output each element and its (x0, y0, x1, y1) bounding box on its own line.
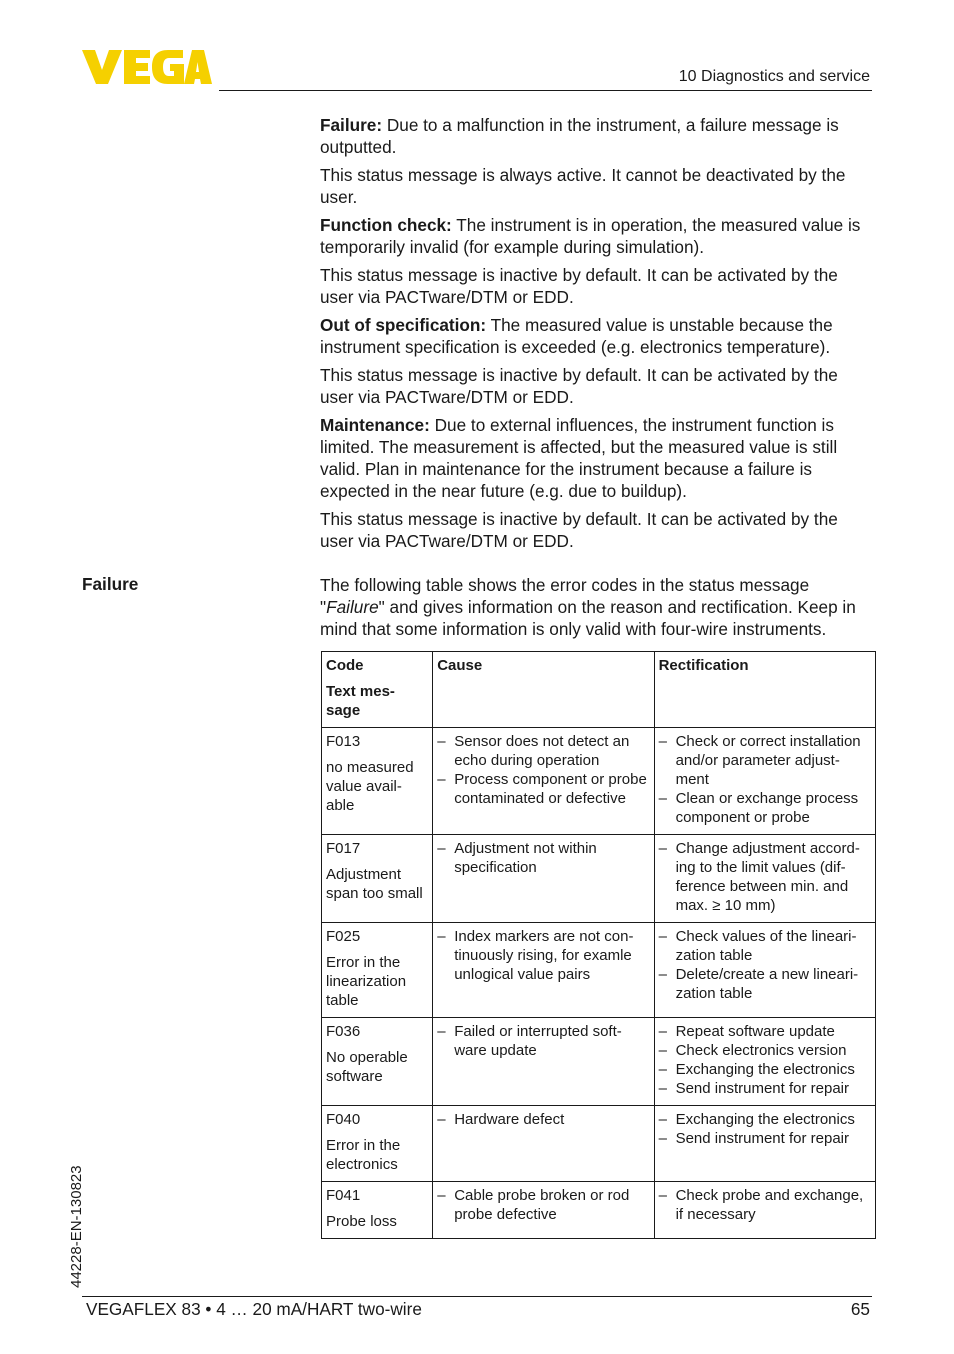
status-note: This status message is always active. It cannot be deactivated by the user. (320, 165, 846, 207)
table-header-row (322, 652, 876, 728)
cause-list (437, 1022, 649, 1060)
rectification-item: – Delete/create a new lineari-zation table (659, 965, 871, 1003)
table-row (322, 1018, 876, 1106)
error-code: F041 (326, 1187, 361, 1204)
cause-list (437, 839, 649, 877)
cell-code (322, 1106, 433, 1182)
error-text-message: No operable software (326, 1049, 408, 1085)
rectification-item: – Send instrument for repair (659, 1079, 871, 1098)
failure-intro: The following table shows the error codes in the status message "Failure" and gives information on the reason and rectification. Keep in mind that some information is only valid with four-wire instruments. (320, 575, 856, 639)
status-note: This status message is inactive by default. It can be activated by the user via PACTware/DTM or EDD. (320, 365, 838, 407)
cell-cause (433, 923, 654, 1018)
cell-code (322, 1018, 433, 1106)
header-rectification: Rectification (654, 652, 875, 728)
cause-list (437, 1110, 649, 1129)
rectification-item: – Clean or exchange process component or probe (659, 789, 871, 827)
status-paragraph: Out of specification: The measured value is unstable because the instrument specification is exceeded (e.g. electronics temperature). (320, 315, 833, 357)
status-paragraph: Function check: The instrument is in operation, the measured value is temporarily invalid (for example during simulation). (320, 215, 861, 257)
error-code: F013 (326, 733, 361, 750)
error-text-message: Error in the linearization table (326, 954, 407, 1009)
rectification-item: – Send instrument for repair (659, 1129, 871, 1148)
cause-item: – Failed or interrupted soft-ware update (437, 1022, 649, 1060)
cell-cause (433, 835, 654, 923)
cause-item: – Adjustment not within specification (437, 839, 649, 877)
vega-logo (82, 50, 212, 84)
cell-cause (433, 1018, 654, 1106)
header-divider (219, 90, 872, 91)
rectification-list (659, 927, 871, 1003)
rectification-item: – Exchanging the electronics (659, 1110, 871, 1129)
error-code: F040 (326, 1111, 361, 1128)
cell-cause (433, 1182, 654, 1239)
cell-rectification (654, 1106, 875, 1182)
error-code: F017 (326, 840, 361, 857)
header-text-message: Text mes-sage (326, 683, 395, 719)
rectification-list (659, 1022, 871, 1098)
cause-list (437, 1186, 649, 1224)
cause-item: – Process component or probe contaminated or defective (437, 770, 649, 808)
table-row (322, 728, 876, 835)
page-number: 65 (850, 1299, 870, 1319)
cause-list (437, 732, 649, 808)
cause-item: – Index markers are not con-tinuously rising, for examle unlogical value pairs (437, 927, 649, 984)
header-section-title: 10 Diagnostics and service (678, 68, 870, 85)
rectification-list (659, 1186, 871, 1224)
error-text-message: Probe loss (326, 1213, 397, 1230)
table-row (322, 1106, 876, 1182)
failure-side-label: Failure (82, 574, 139, 594)
rectification-item: – Exchanging the electronics (659, 1060, 871, 1079)
rectification-item: – Check electronics version (659, 1041, 871, 1060)
cell-cause (433, 1106, 654, 1182)
rectification-item: – Check values of the lineari-zation table (659, 927, 871, 965)
error-text-message: Adjustment span too small (326, 866, 423, 902)
cell-code (322, 1182, 433, 1239)
rectification-list (659, 732, 871, 827)
status-descriptions (320, 114, 870, 558)
error-text-message: no measured value avail-able (326, 759, 414, 814)
cell-rectification (654, 923, 875, 1018)
cell-rectification (654, 835, 875, 923)
table-row (322, 1182, 876, 1239)
rectification-item: – Repeat software update (659, 1022, 871, 1041)
status-paragraph: Maintenance: Due to external influences, the instrument function is limited. The measurement is affected, but the measured value is still valid. Plan in maintenance for the instrument because a failure is expected in the near future (e.g. due to buildup). (320, 415, 838, 501)
header-code: Code Text mes-sage (322, 652, 433, 728)
cell-rectification (654, 728, 875, 835)
document-id: 44228-EN-130823 (68, 1165, 85, 1288)
cause-list (437, 927, 649, 984)
rectification-item: – Change adjustment accord-ing to the limit values (dif-ference between min. and max. ≥ 10 mm) (659, 839, 871, 915)
table-row (322, 923, 876, 1018)
status-note: This status message is inactive by default. It can be activated by the user via PACTware/DTM or EDD. (320, 265, 838, 307)
cause-item: – Cable probe broken or rod probe defective (437, 1186, 649, 1224)
cause-item: – Sensor does not detect an echo during operation (437, 732, 649, 770)
table-row (322, 835, 876, 923)
rectification-item: – Check probe and exchange, if necessary (659, 1186, 871, 1224)
error-code-table (321, 651, 876, 1239)
error-code: F025 (326, 928, 361, 945)
error-text-message: Error in the electronics (326, 1137, 401, 1173)
rectification-list (659, 839, 871, 915)
rectification-list (659, 1110, 871, 1148)
header-cause: Cause (433, 652, 654, 728)
footer-product-title: VEGAFLEX 83 • 4 … 20 mA/HART two-wire (86, 1299, 422, 1319)
status-paragraph: Failure: Due to a malfunction in the instrument, a failure message is outputted. (320, 115, 839, 157)
cell-cause (433, 728, 654, 835)
footer-divider (82, 1296, 872, 1297)
cell-code (322, 923, 433, 1018)
cause-item: – Hardware defect (437, 1110, 649, 1129)
cell-code (322, 728, 433, 835)
cell-rectification (654, 1182, 875, 1239)
cell-rectification (654, 1018, 875, 1106)
rectification-item: – Check or correct installation and/or parameter adjust-ment (659, 732, 871, 789)
status-note: This status message is inactive by default. It can be activated by the user via PACTware/DTM or EDD. (320, 509, 838, 551)
cell-code (322, 835, 433, 923)
error-code: F036 (326, 1023, 361, 1040)
